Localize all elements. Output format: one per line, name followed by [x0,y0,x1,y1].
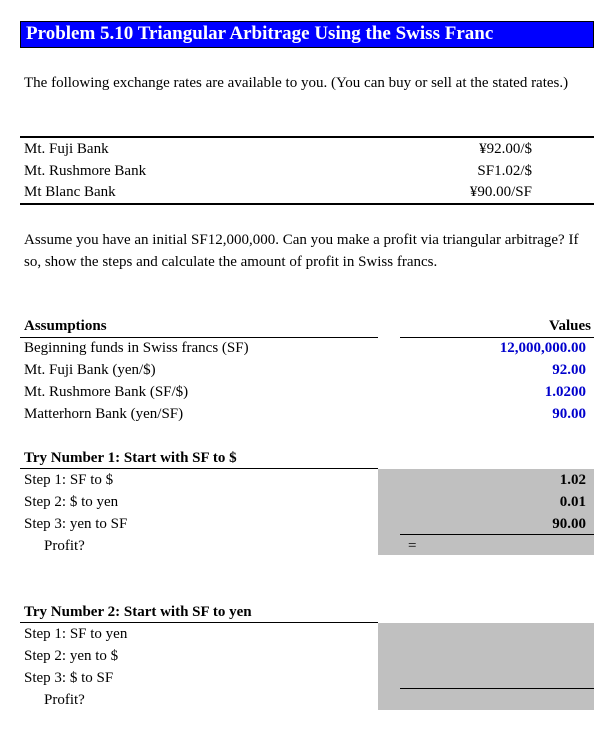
values-header: Values [549,318,591,334]
try2-header: Try Number 2: Start with SF to yen [24,604,252,620]
try2-profit-label: Profit? [44,692,85,708]
try2-step-label: Step 1: SF to yen [24,626,128,642]
bank-rate: ¥90.00/SF [469,184,532,200]
assumption-value: 90.00 [552,406,586,422]
question-text: Assume you have an initial SF12,000,000. Can you make a profit via triangular arbitrage? If so, show the steps and calculate the amount of profit in Swiss francs. [24,232,579,270]
try1-equals: = [408,538,417,554]
values-rule [400,337,594,338]
try1-step-label: Step 2: $ to yen [24,494,119,510]
bank-rate: ¥92.00/$ [479,141,532,157]
try2-sum-rule [400,688,594,689]
bank-table-top-rule [20,136,594,138]
try1-header: Try Number 1: Start with SF to $ [24,450,237,466]
try1-step-label: Step 1: SF to $ [24,472,114,488]
try1-step-value: 90.00 [552,516,586,532]
assumption-value: 1.0200 [544,384,586,400]
assumptions-rule [20,337,378,338]
assumption-label: Beginning funds in Swiss francs (SF) [24,340,249,356]
assumption-label: Matterhorn Bank (yen/SF) [24,406,184,422]
try1-rule [20,468,378,469]
assumptions-header: Assumptions [24,318,107,334]
try1-sum-rule [400,534,594,535]
assumption-value: 92.00 [552,362,586,378]
try2-step-label: Step 3: $ to SF [24,670,114,686]
bank-rate: SF1.02/$ [477,163,532,179]
assumption-value: 12,000,000.00 [499,340,586,356]
assumption-label: Mt. Rushmore Bank (SF/$) [24,384,189,400]
try2-step-label: Step 2: yen to $ [24,648,119,664]
bank-name: Mt. Rushmore Bank [24,163,147,179]
try1-step-value: 1.02 [559,472,586,488]
try1-profit-label: Profit? [44,538,85,554]
bank-table-bottom-rule [20,203,594,205]
page-title: Problem 5.10 Triangular Arbitrage Using the Swiss Franc [26,23,494,44]
try2-shaded-area [378,623,594,710]
bank-name: Mt. Fuji Bank [24,141,109,157]
bank-name: Mt Blanc Bank [24,184,116,200]
assumption-label: Mt. Fuji Bank (yen/$) [24,362,156,378]
try1-step-label: Step 3: yen to SF [24,516,128,532]
intro-text: The following exchange rates are available to you. (You can buy or sell at the stated rates.) [24,75,569,91]
try2-rule [20,622,378,623]
try1-step-value: 0.01 [559,494,586,510]
